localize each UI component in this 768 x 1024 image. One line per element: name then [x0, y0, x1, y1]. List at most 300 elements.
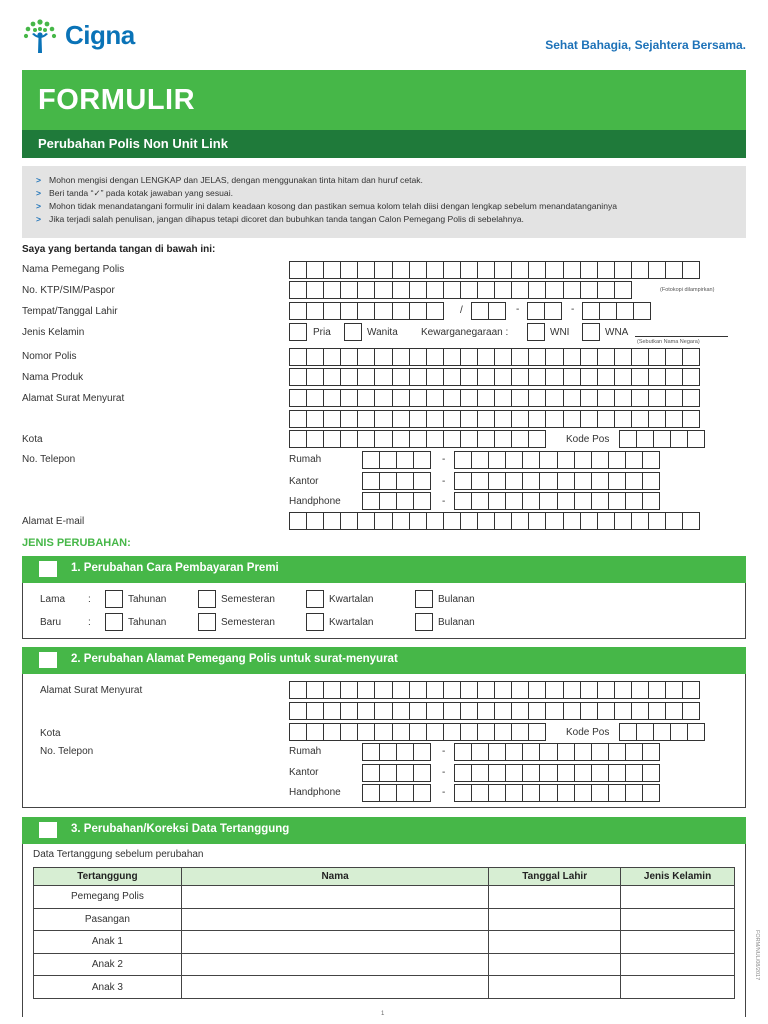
- char-box[interactable]: [409, 302, 427, 320]
- cell-nama[interactable]: [181, 886, 488, 909]
- char-box[interactable]: [306, 261, 324, 279]
- char-box[interactable]: [625, 451, 643, 469]
- char-box[interactable]: [443, 702, 461, 720]
- char-box[interactable]: [413, 492, 431, 510]
- char-box[interactable]: [528, 389, 546, 407]
- char-box[interactable]: [374, 302, 392, 320]
- char-box[interactable]: [471, 472, 489, 490]
- char-box[interactable]: [460, 368, 478, 386]
- char-box[interactable]: [528, 723, 546, 741]
- char-box[interactable]: [323, 261, 341, 279]
- char-box[interactable]: [289, 368, 307, 386]
- char-box[interactable]: [426, 368, 444, 386]
- char-box[interactable]: [357, 261, 375, 279]
- char-box[interactable]: [614, 261, 632, 279]
- char-box[interactable]: [642, 743, 660, 761]
- char-box[interactable]: [379, 784, 397, 802]
- char-box[interactable]: [374, 389, 392, 407]
- char-box[interactable]: [682, 702, 700, 720]
- char-box[interactable]: [682, 368, 700, 386]
- char-box[interactable]: [409, 430, 427, 448]
- char-box[interactable]: [289, 681, 307, 699]
- char-box[interactable]: [374, 430, 392, 448]
- char-box[interactable]: [396, 492, 414, 510]
- char-box[interactable]: [460, 723, 478, 741]
- char-box[interactable]: [426, 281, 444, 299]
- char-box[interactable]: [528, 512, 546, 530]
- char-box[interactable]: [340, 389, 358, 407]
- char-box[interactable]: [374, 368, 392, 386]
- char-box[interactable]: [682, 512, 700, 530]
- char-box[interactable]: [340, 430, 358, 448]
- char-box[interactable]: [642, 492, 660, 510]
- char-box[interactable]: [379, 472, 397, 490]
- char-box[interactable]: [511, 410, 529, 428]
- cell-tanggal-lahir[interactable]: [489, 931, 621, 954]
- char-box[interactable]: [477, 430, 495, 448]
- char-box[interactable]: [665, 348, 683, 366]
- input-email[interactable]: [289, 512, 700, 530]
- char-box[interactable]: [306, 681, 324, 699]
- char-box[interactable]: [511, 430, 529, 448]
- checkbox-lama-kwartalan[interactable]: [306, 590, 324, 608]
- char-box[interactable]: [454, 492, 472, 510]
- char-box[interactable]: [665, 681, 683, 699]
- char-box[interactable]: [494, 430, 512, 448]
- char-box[interactable]: [580, 512, 598, 530]
- char-box[interactable]: [574, 764, 592, 782]
- char-box[interactable]: [522, 472, 540, 490]
- char-box[interactable]: [413, 472, 431, 490]
- char-box[interactable]: [477, 348, 495, 366]
- char-box[interactable]: [591, 784, 609, 802]
- char-box[interactable]: [614, 368, 632, 386]
- input-kantor-baru-kode[interactable]: [362, 764, 431, 782]
- input-kantor-baru-nomor[interactable]: [454, 764, 660, 782]
- char-box[interactable]: [340, 302, 358, 320]
- char-box[interactable]: [379, 764, 397, 782]
- char-box[interactable]: [323, 512, 341, 530]
- char-box[interactable]: [625, 743, 643, 761]
- char-box[interactable]: [494, 410, 512, 428]
- char-box[interactable]: [426, 512, 444, 530]
- char-box[interactable]: [670, 723, 688, 741]
- char-box[interactable]: [528, 430, 546, 448]
- input-handphone-baru-nomor[interactable]: [454, 784, 660, 802]
- cell-tanggal-lahir[interactable]: [489, 976, 621, 999]
- char-box[interactable]: [396, 472, 414, 490]
- char-box[interactable]: [306, 430, 324, 448]
- char-box[interactable]: [574, 451, 592, 469]
- char-box[interactable]: [614, 389, 632, 407]
- char-box[interactable]: [625, 784, 643, 802]
- char-box[interactable]: [306, 302, 324, 320]
- char-box[interactable]: [340, 702, 358, 720]
- input-handphone-baru-kode[interactable]: [362, 784, 431, 802]
- char-box[interactable]: [340, 681, 358, 699]
- char-box[interactable]: [511, 681, 529, 699]
- char-box[interactable]: [362, 472, 380, 490]
- char-box[interactable]: [392, 261, 410, 279]
- char-box[interactable]: [323, 430, 341, 448]
- char-box[interactable]: [528, 348, 546, 366]
- char-box[interactable]: [528, 281, 546, 299]
- char-box[interactable]: [505, 784, 523, 802]
- char-box[interactable]: [494, 723, 512, 741]
- char-box[interactable]: [545, 261, 563, 279]
- char-box[interactable]: [608, 492, 626, 510]
- char-box[interactable]: [591, 472, 609, 490]
- input-kode-pos[interactable]: [619, 430, 705, 448]
- checkbox-wna[interactable]: [582, 323, 600, 341]
- char-box[interactable]: [494, 702, 512, 720]
- char-box[interactable]: [409, 281, 427, 299]
- input-kota[interactable]: [289, 430, 546, 448]
- char-box[interactable]: [357, 281, 375, 299]
- char-box[interactable]: [580, 368, 598, 386]
- char-box[interactable]: [511, 723, 529, 741]
- negara-line[interactable]: [635, 336, 728, 337]
- char-box[interactable]: [563, 368, 581, 386]
- char-box[interactable]: [426, 302, 444, 320]
- checkbox-baru-kwartalan[interactable]: [306, 613, 324, 631]
- char-box[interactable]: [306, 410, 324, 428]
- char-box[interactable]: [522, 764, 540, 782]
- char-box[interactable]: [545, 512, 563, 530]
- char-box[interactable]: [563, 512, 581, 530]
- char-box[interactable]: [539, 492, 557, 510]
- char-box[interactable]: [494, 348, 512, 366]
- char-box[interactable]: [374, 681, 392, 699]
- char-box[interactable]: [597, 368, 615, 386]
- char-box[interactable]: [471, 764, 489, 782]
- char-box[interactable]: [289, 389, 307, 407]
- char-box[interactable]: [323, 368, 341, 386]
- char-box[interactable]: [597, 281, 615, 299]
- char-box[interactable]: [289, 512, 307, 530]
- char-box[interactable]: [413, 764, 431, 782]
- char-box[interactable]: [396, 784, 414, 802]
- char-box[interactable]: [323, 681, 341, 699]
- char-box[interactable]: [323, 702, 341, 720]
- char-box[interactable]: [528, 702, 546, 720]
- char-box[interactable]: [409, 681, 427, 699]
- char-box[interactable]: [580, 681, 598, 699]
- char-box[interactable]: [426, 702, 444, 720]
- char-box[interactable]: [563, 348, 581, 366]
- char-box[interactable]: [396, 451, 414, 469]
- input-rumah-baru-nomor[interactable]: [454, 743, 660, 761]
- char-box[interactable]: [374, 348, 392, 366]
- char-box[interactable]: [631, 368, 649, 386]
- char-box[interactable]: [374, 261, 392, 279]
- char-box[interactable]: [443, 389, 461, 407]
- checkbox-section-3[interactable]: [39, 822, 57, 838]
- char-box[interactable]: [665, 702, 683, 720]
- char-box[interactable]: [511, 281, 529, 299]
- char-box[interactable]: [648, 368, 666, 386]
- char-box[interactable]: [413, 451, 431, 469]
- char-box[interactable]: [306, 512, 324, 530]
- char-box[interactable]: [682, 348, 700, 366]
- checkbox-pria[interactable]: [289, 323, 307, 341]
- checkbox-lama-semesteran[interactable]: [198, 590, 216, 608]
- char-box[interactable]: [608, 451, 626, 469]
- char-box[interactable]: [477, 389, 495, 407]
- char-box[interactable]: [511, 512, 529, 530]
- char-box[interactable]: [528, 261, 546, 279]
- char-box[interactable]: [648, 389, 666, 407]
- input-nama-produk[interactable]: [289, 368, 700, 386]
- char-box[interactable]: [340, 410, 358, 428]
- char-box[interactable]: [574, 784, 592, 802]
- char-box[interactable]: [323, 410, 341, 428]
- input-alamat-baru-1[interactable]: [289, 681, 700, 699]
- char-box[interactable]: [443, 512, 461, 530]
- char-box[interactable]: [289, 348, 307, 366]
- char-box[interactable]: [608, 784, 626, 802]
- char-box[interactable]: [392, 281, 410, 299]
- char-box[interactable]: [426, 261, 444, 279]
- char-box[interactable]: [580, 702, 598, 720]
- char-box[interactable]: [357, 723, 375, 741]
- char-box[interactable]: [563, 261, 581, 279]
- char-box[interactable]: [545, 348, 563, 366]
- char-box[interactable]: [522, 784, 540, 802]
- char-box[interactable]: [563, 389, 581, 407]
- char-box[interactable]: [426, 723, 444, 741]
- input-handphone-kode[interactable]: [362, 492, 431, 510]
- char-box[interactable]: [374, 512, 392, 530]
- char-box[interactable]: [631, 348, 649, 366]
- char-box[interactable]: [619, 430, 637, 448]
- cell-jenis-kelamin[interactable]: [621, 908, 735, 931]
- char-box[interactable]: [306, 348, 324, 366]
- char-box[interactable]: [682, 410, 700, 428]
- char-box[interactable]: [608, 743, 626, 761]
- char-box[interactable]: [642, 472, 660, 490]
- char-box[interactable]: [494, 261, 512, 279]
- input-rumah-nomor[interactable]: [454, 451, 660, 469]
- char-box[interactable]: [471, 492, 489, 510]
- char-box[interactable]: [648, 348, 666, 366]
- input-alamat-baru-2[interactable]: [289, 702, 700, 720]
- char-box[interactable]: [614, 348, 632, 366]
- input-tanggal[interactable]: [471, 302, 506, 320]
- char-box[interactable]: [374, 702, 392, 720]
- char-box[interactable]: [599, 302, 617, 320]
- char-box[interactable]: [340, 512, 358, 530]
- char-box[interactable]: [597, 410, 615, 428]
- char-box[interactable]: [522, 451, 540, 469]
- char-box[interactable]: [494, 281, 512, 299]
- char-box[interactable]: [648, 702, 666, 720]
- char-box[interactable]: [323, 302, 341, 320]
- char-box[interactable]: [443, 723, 461, 741]
- char-box[interactable]: [289, 702, 307, 720]
- char-box[interactable]: [392, 410, 410, 428]
- char-box[interactable]: [488, 451, 506, 469]
- char-box[interactable]: [426, 410, 444, 428]
- char-box[interactable]: [528, 368, 546, 386]
- char-box[interactable]: [357, 430, 375, 448]
- cell-jenis-kelamin[interactable]: [621, 976, 735, 999]
- char-box[interactable]: [396, 764, 414, 782]
- char-box[interactable]: [392, 348, 410, 366]
- char-box[interactable]: [614, 410, 632, 428]
- char-box[interactable]: [477, 512, 495, 530]
- checkbox-section-2[interactable]: [39, 652, 57, 668]
- char-box[interactable]: [488, 764, 506, 782]
- char-box[interactable]: [687, 430, 705, 448]
- char-box[interactable]: [477, 281, 495, 299]
- char-box[interactable]: [409, 348, 427, 366]
- input-handphone-nomor[interactable]: [454, 492, 660, 510]
- checkbox-baru-bulanan[interactable]: [415, 613, 433, 631]
- char-box[interactable]: [357, 389, 375, 407]
- char-box[interactable]: [426, 430, 444, 448]
- char-box[interactable]: [409, 368, 427, 386]
- char-box[interactable]: [505, 451, 523, 469]
- char-box[interactable]: [488, 472, 506, 490]
- char-box[interactable]: [625, 492, 643, 510]
- char-box[interactable]: [477, 723, 495, 741]
- char-box[interactable]: [608, 472, 626, 490]
- char-box[interactable]: [413, 743, 431, 761]
- char-box[interactable]: [443, 368, 461, 386]
- char-box[interactable]: [591, 764, 609, 782]
- char-box[interactable]: [642, 784, 660, 802]
- char-box[interactable]: [682, 681, 700, 699]
- char-box[interactable]: [670, 430, 688, 448]
- cell-nama[interactable]: [181, 976, 488, 999]
- char-box[interactable]: [392, 681, 410, 699]
- char-box[interactable]: [426, 389, 444, 407]
- char-box[interactable]: [392, 302, 410, 320]
- char-box[interactable]: [454, 784, 472, 802]
- char-box[interactable]: [488, 492, 506, 510]
- char-box[interactable]: [505, 764, 523, 782]
- char-box[interactable]: [409, 512, 427, 530]
- char-box[interactable]: [631, 702, 649, 720]
- char-box[interactable]: [306, 389, 324, 407]
- checkbox-lama-bulanan[interactable]: [415, 590, 433, 608]
- char-box[interactable]: [616, 302, 634, 320]
- char-box[interactable]: [409, 723, 427, 741]
- char-box[interactable]: [357, 410, 375, 428]
- char-box[interactable]: [665, 512, 683, 530]
- char-box[interactable]: [340, 261, 358, 279]
- char-box[interactable]: [631, 389, 649, 407]
- char-box[interactable]: [409, 410, 427, 428]
- char-box[interactable]: [591, 451, 609, 469]
- char-box[interactable]: [306, 281, 324, 299]
- char-box[interactable]: [580, 281, 598, 299]
- cell-tanggal-lahir[interactable]: [489, 908, 621, 931]
- cell-nama[interactable]: [181, 953, 488, 976]
- char-box[interactable]: [460, 430, 478, 448]
- char-box[interactable]: [545, 281, 563, 299]
- checkbox-section-1[interactable]: [39, 561, 57, 577]
- char-box[interactable]: [614, 681, 632, 699]
- char-box[interactable]: [460, 681, 478, 699]
- char-box[interactable]: [392, 702, 410, 720]
- char-box[interactable]: [362, 784, 380, 802]
- char-box[interactable]: [544, 302, 562, 320]
- char-box[interactable]: [362, 764, 380, 782]
- char-box[interactable]: [614, 512, 632, 530]
- input-kota-baru[interactable]: [289, 723, 546, 741]
- char-box[interactable]: [443, 348, 461, 366]
- char-box[interactable]: [539, 472, 557, 490]
- char-box[interactable]: [362, 492, 380, 510]
- char-box[interactable]: [545, 410, 563, 428]
- char-box[interactable]: [597, 389, 615, 407]
- char-box[interactable]: [357, 302, 375, 320]
- char-box[interactable]: [413, 784, 431, 802]
- char-box[interactable]: [323, 723, 341, 741]
- char-box[interactable]: [494, 368, 512, 386]
- char-box[interactable]: [357, 512, 375, 530]
- char-box[interactable]: [557, 472, 575, 490]
- char-box[interactable]: [443, 430, 461, 448]
- char-box[interactable]: [687, 723, 705, 741]
- char-box[interactable]: [471, 451, 489, 469]
- input-rumah-baru-kode[interactable]: [362, 743, 431, 761]
- char-box[interactable]: [563, 702, 581, 720]
- char-box[interactable]: [494, 389, 512, 407]
- char-box[interactable]: [477, 681, 495, 699]
- char-box[interactable]: [396, 743, 414, 761]
- char-box[interactable]: [582, 302, 600, 320]
- char-box[interactable]: [574, 472, 592, 490]
- char-box[interactable]: [477, 410, 495, 428]
- char-box[interactable]: [539, 784, 557, 802]
- char-box[interactable]: [591, 743, 609, 761]
- char-box[interactable]: [306, 368, 324, 386]
- char-box[interactable]: [426, 348, 444, 366]
- char-box[interactable]: [379, 451, 397, 469]
- char-box[interactable]: [608, 764, 626, 782]
- char-box[interactable]: [636, 723, 654, 741]
- char-box[interactable]: [653, 430, 671, 448]
- char-box[interactable]: [511, 348, 529, 366]
- cell-tanggal-lahir[interactable]: [489, 953, 621, 976]
- char-box[interactable]: [648, 681, 666, 699]
- cell-tanggal-lahir[interactable]: [489, 886, 621, 909]
- char-box[interactable]: [591, 492, 609, 510]
- input-nama-pemegang[interactable]: [289, 261, 700, 279]
- char-box[interactable]: [580, 410, 598, 428]
- checkbox-lama-tahunan[interactable]: [105, 590, 123, 608]
- char-box[interactable]: [289, 281, 307, 299]
- char-box[interactable]: [289, 723, 307, 741]
- char-box[interactable]: [357, 348, 375, 366]
- char-box[interactable]: [642, 764, 660, 782]
- input-alamat-1[interactable]: [289, 389, 700, 407]
- char-box[interactable]: [488, 784, 506, 802]
- char-box[interactable]: [539, 743, 557, 761]
- char-box[interactable]: [374, 281, 392, 299]
- cell-jenis-kelamin[interactable]: [621, 953, 735, 976]
- char-box[interactable]: [488, 743, 506, 761]
- char-box[interactable]: [505, 492, 523, 510]
- char-box[interactable]: [409, 389, 427, 407]
- char-box[interactable]: [545, 681, 563, 699]
- char-box[interactable]: [340, 281, 358, 299]
- char-box[interactable]: [614, 281, 632, 299]
- char-box[interactable]: [374, 723, 392, 741]
